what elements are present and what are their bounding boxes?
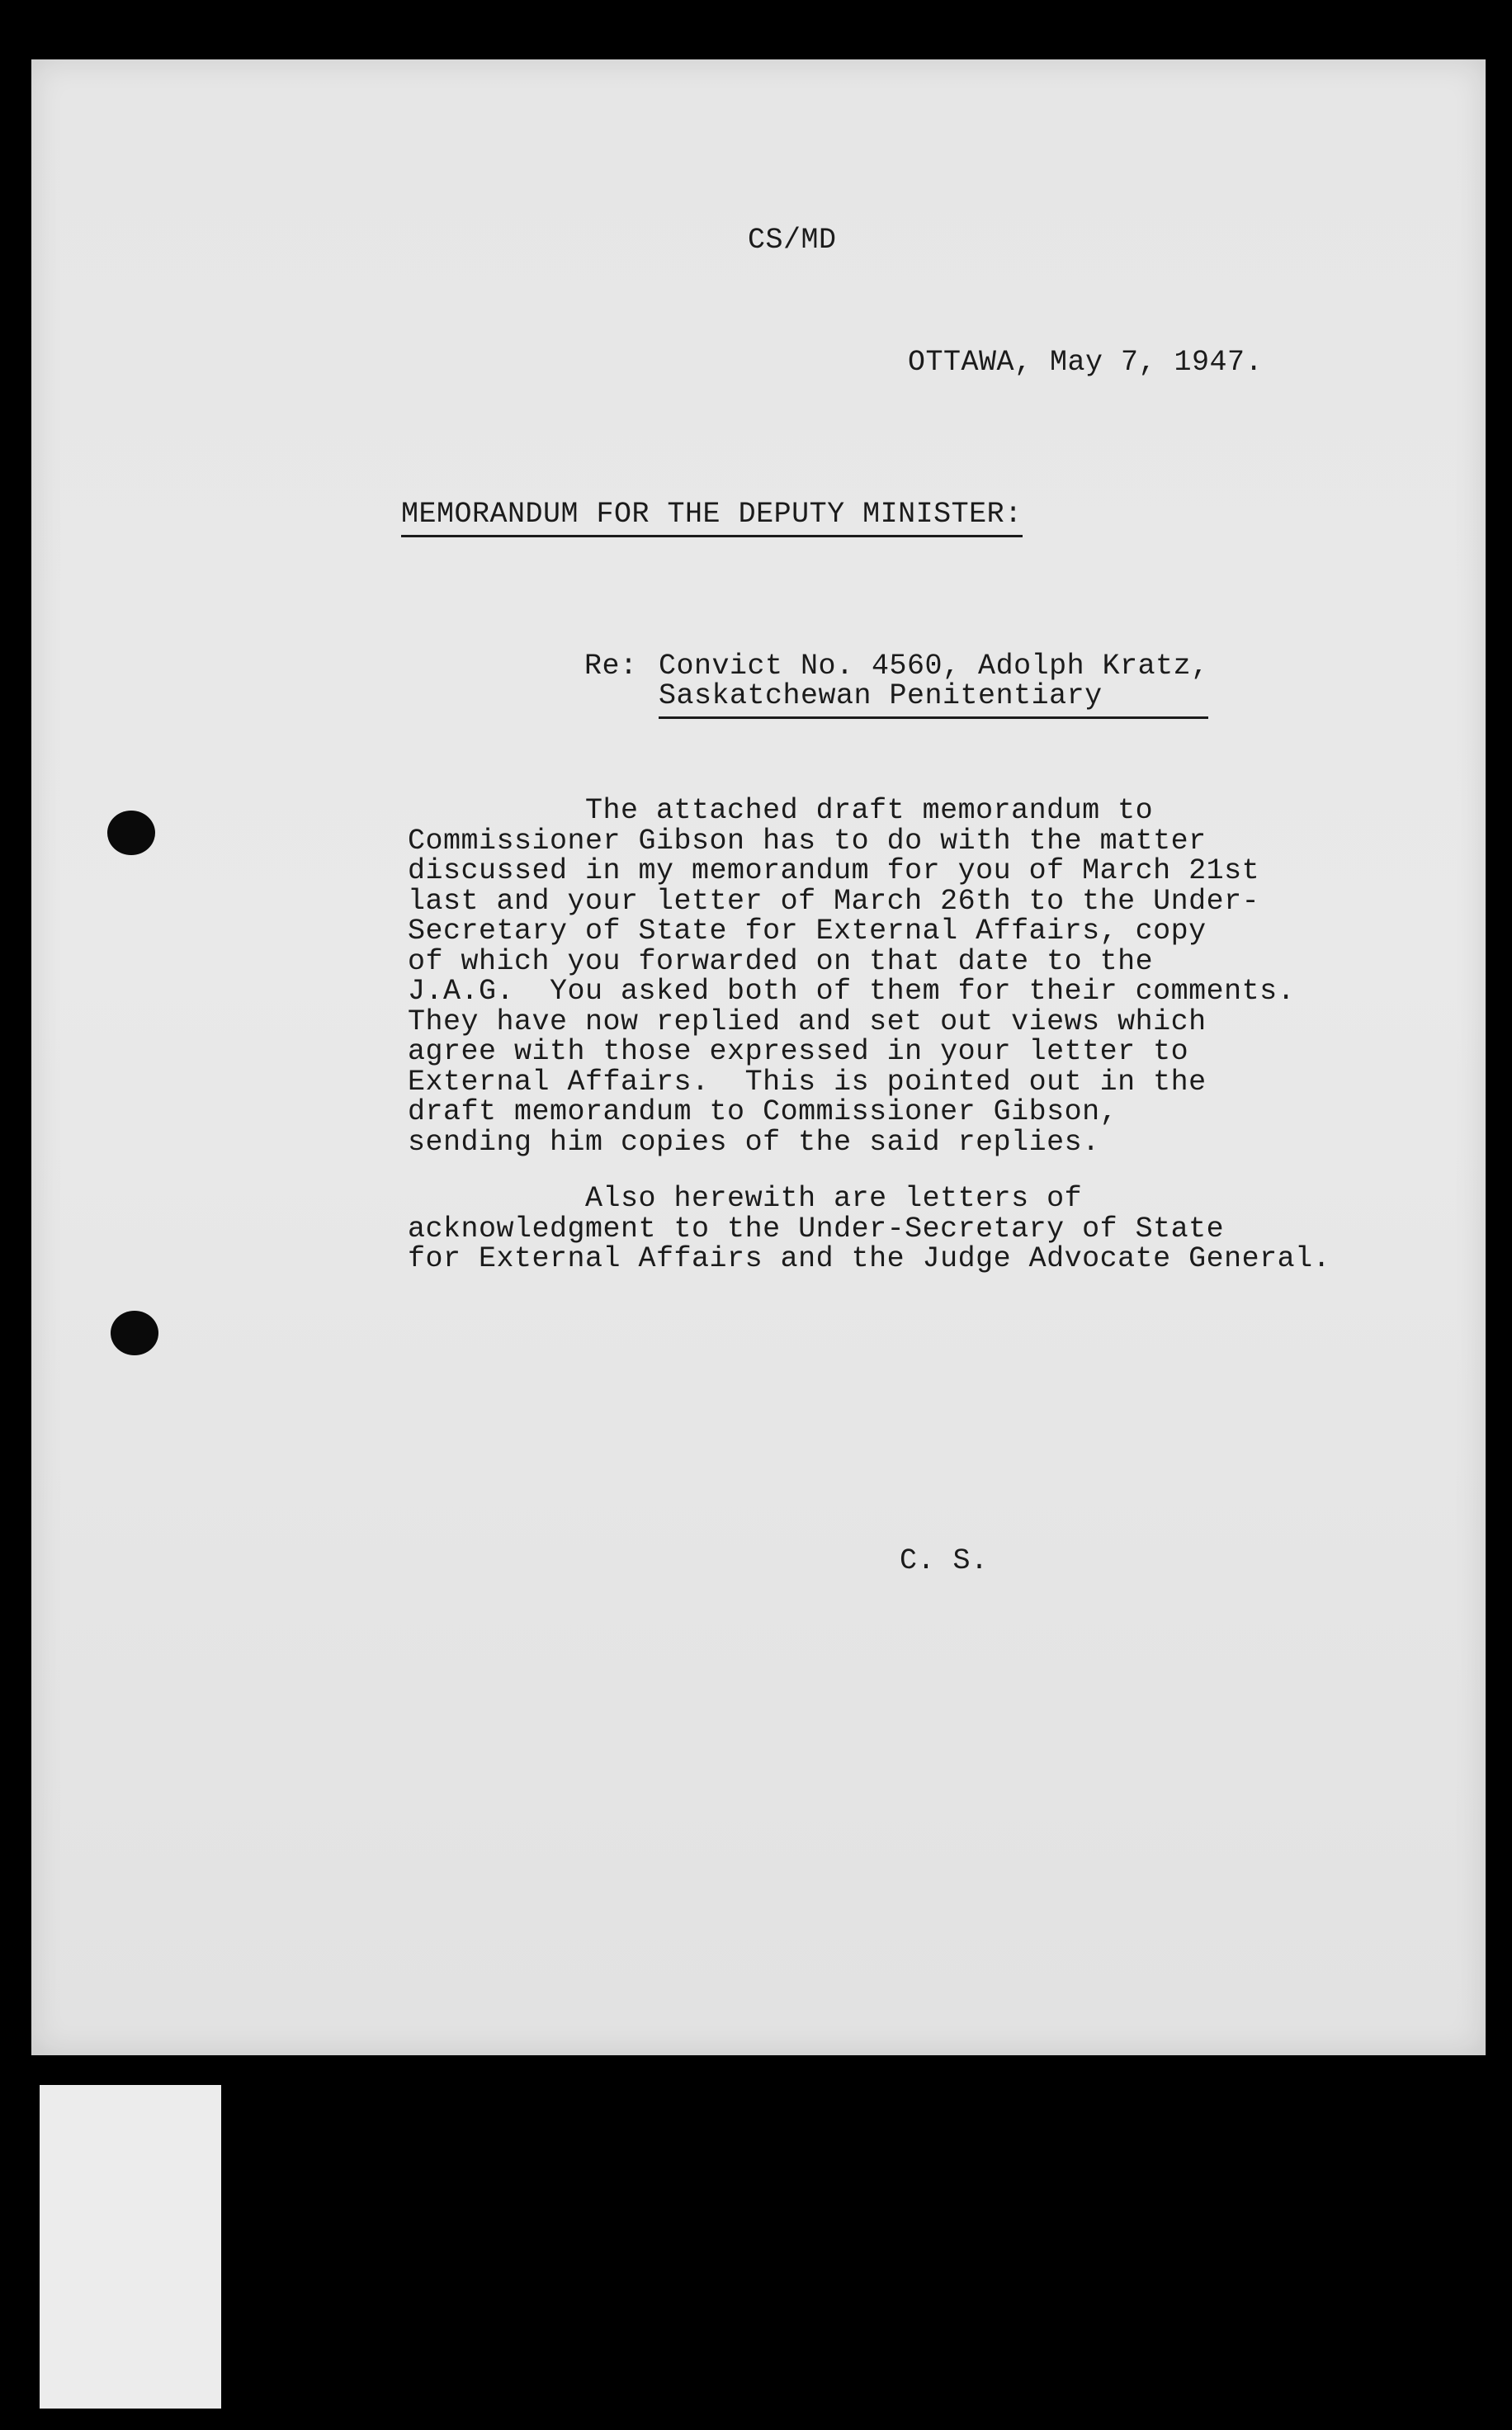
signature-initials: C. S. (900, 1544, 989, 1577)
punch-hole (111, 1311, 158, 1355)
body-paragraph-2: Also herewith are letters of acknowledgment to the Under-Secretary of State for External Affairs and the Judge Advocate General. (408, 1182, 1331, 1275)
re-label: Re: (584, 650, 638, 683)
document-page (31, 59, 1486, 2055)
file-reference: CS/MD (748, 224, 837, 257)
date-line: OTTAWA, May 7, 1947. (908, 346, 1264, 379)
subject-line-2: Saskatchewan Penitentiary (659, 680, 1208, 719)
memo-heading: MEMORANDUM FOR THE DEPUTY MINISTER: (401, 499, 1023, 537)
blank-slip (40, 2085, 221, 2409)
subject-line-1: Convict No. 4560, Adolph Kratz, (659, 650, 1209, 683)
punch-hole (107, 811, 155, 855)
body-paragraph-1: The attached draft memorandum to Commissioner Gibson has to do with the matter discussed in my memorandum for you of March 21st last and your letter of March 26th to the Under- Secretary of State for External Affairs, copy of which you forwarded on that date to the J.A.G. You asked both of them for their comments. They have now replied and set out views which agree with those expressed in your letter to External Affairs. This is pointed out in the draft memorandum to Commissioner Gibson, sending him copies of the said replies. (408, 794, 1296, 1159)
